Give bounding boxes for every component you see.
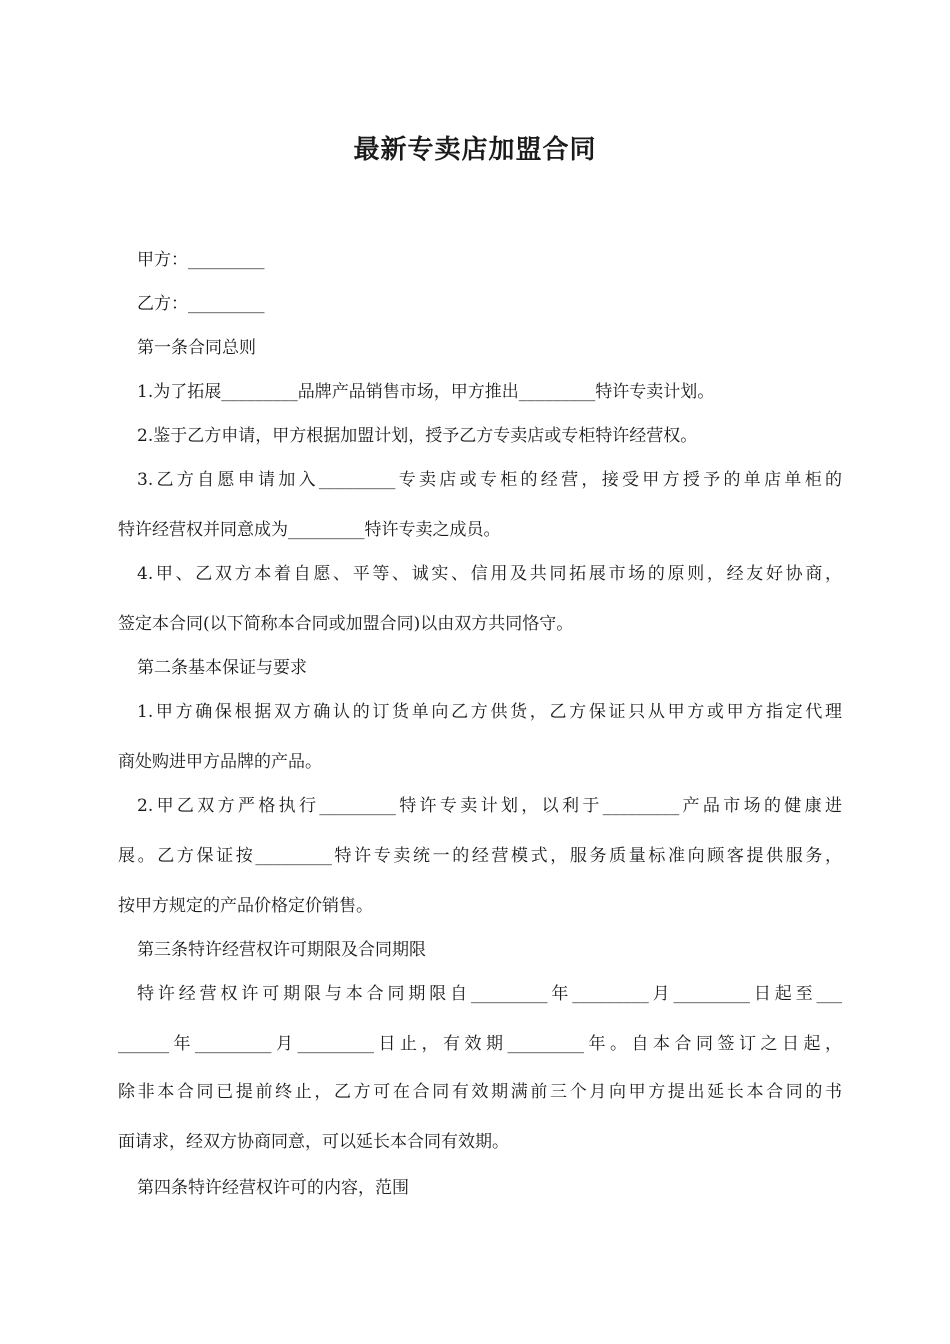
article-2-heading: 第二条基本保证与要求 bbox=[137, 658, 307, 678]
party-a-line: 甲方：_________ bbox=[137, 250, 265, 270]
article-2-clause-1: 1.甲方确保根据双方确认的订货单向乙方供货，乙方保证只从甲方或甲方指定代理 bbox=[137, 702, 842, 722]
article-4-heading: 第四条特许经营权许可的内容，范围 bbox=[137, 1178, 409, 1198]
article-1-clause-4: 4.甲、乙双方本着自愿、平等、诚实、信用及共同拓展市场的原则，经友好协商， bbox=[137, 564, 842, 584]
article-2-clause-2-cont-1: 展。乙方保证按_________特许专卖统一的经营模式，服务质量标准向顾客提供服务， bbox=[118, 846, 842, 866]
article-1-clause-3: 3.乙方自愿申请加入_________专卖店或专柜的经营，接受甲方授予的单店单柜的 bbox=[137, 470, 842, 490]
article-3-body-2: ______年_________月_________日止，有效期_________年。自本合同签订之日起， bbox=[118, 1034, 842, 1054]
article-1-clause-4-cont: 签定本合同(以下简称本合同或加盟合同)以由双方共同恪守。 bbox=[118, 614, 574, 634]
party-b-line: 乙方：_________ bbox=[137, 294, 265, 314]
article-3-heading: 第三条特许经营权许可期限及合同期限 bbox=[137, 940, 426, 960]
article-3-body-3: 除非本合同已提前终止，乙方可在合同有效期满前三个月向甲方提出延长本合同的书 bbox=[118, 1082, 842, 1102]
article-2-clause-2: 2.甲乙双方严格执行_________特许专卖计划，以利于_________产品市场的健康进 bbox=[137, 796, 842, 816]
article-1-clause-3-cont: 特许经营权并同意成为_________特许专卖之成员。 bbox=[118, 520, 501, 540]
article-1-clause-1: 1.为了拓展_________品牌产品销售市场，甲方推出_________特许专卖计划。 bbox=[137, 382, 715, 402]
article-1-clause-2: 2.鉴于乙方申请，甲方根据加盟计划，授予乙方专卖店或专柜特许经营权。 bbox=[137, 426, 698, 446]
document-title: 最新专卖店加盟合同 bbox=[353, 135, 597, 165]
article-1-heading: 第一条合同总则 bbox=[137, 338, 256, 358]
article-2-clause-2-cont-2: 按甲方规定的产品价格定价销售。 bbox=[118, 896, 373, 916]
article-3-body-4: 面请求，经双方协商同意，可以延长本合同有效期。 bbox=[118, 1132, 509, 1152]
article-2-clause-1-cont: 商处购进甲方品牌的产品。 bbox=[118, 752, 322, 772]
article-3-body-1: 特许经营权许可期限与本合同期限自_________年_________月_________日起至___ bbox=[137, 984, 842, 1004]
